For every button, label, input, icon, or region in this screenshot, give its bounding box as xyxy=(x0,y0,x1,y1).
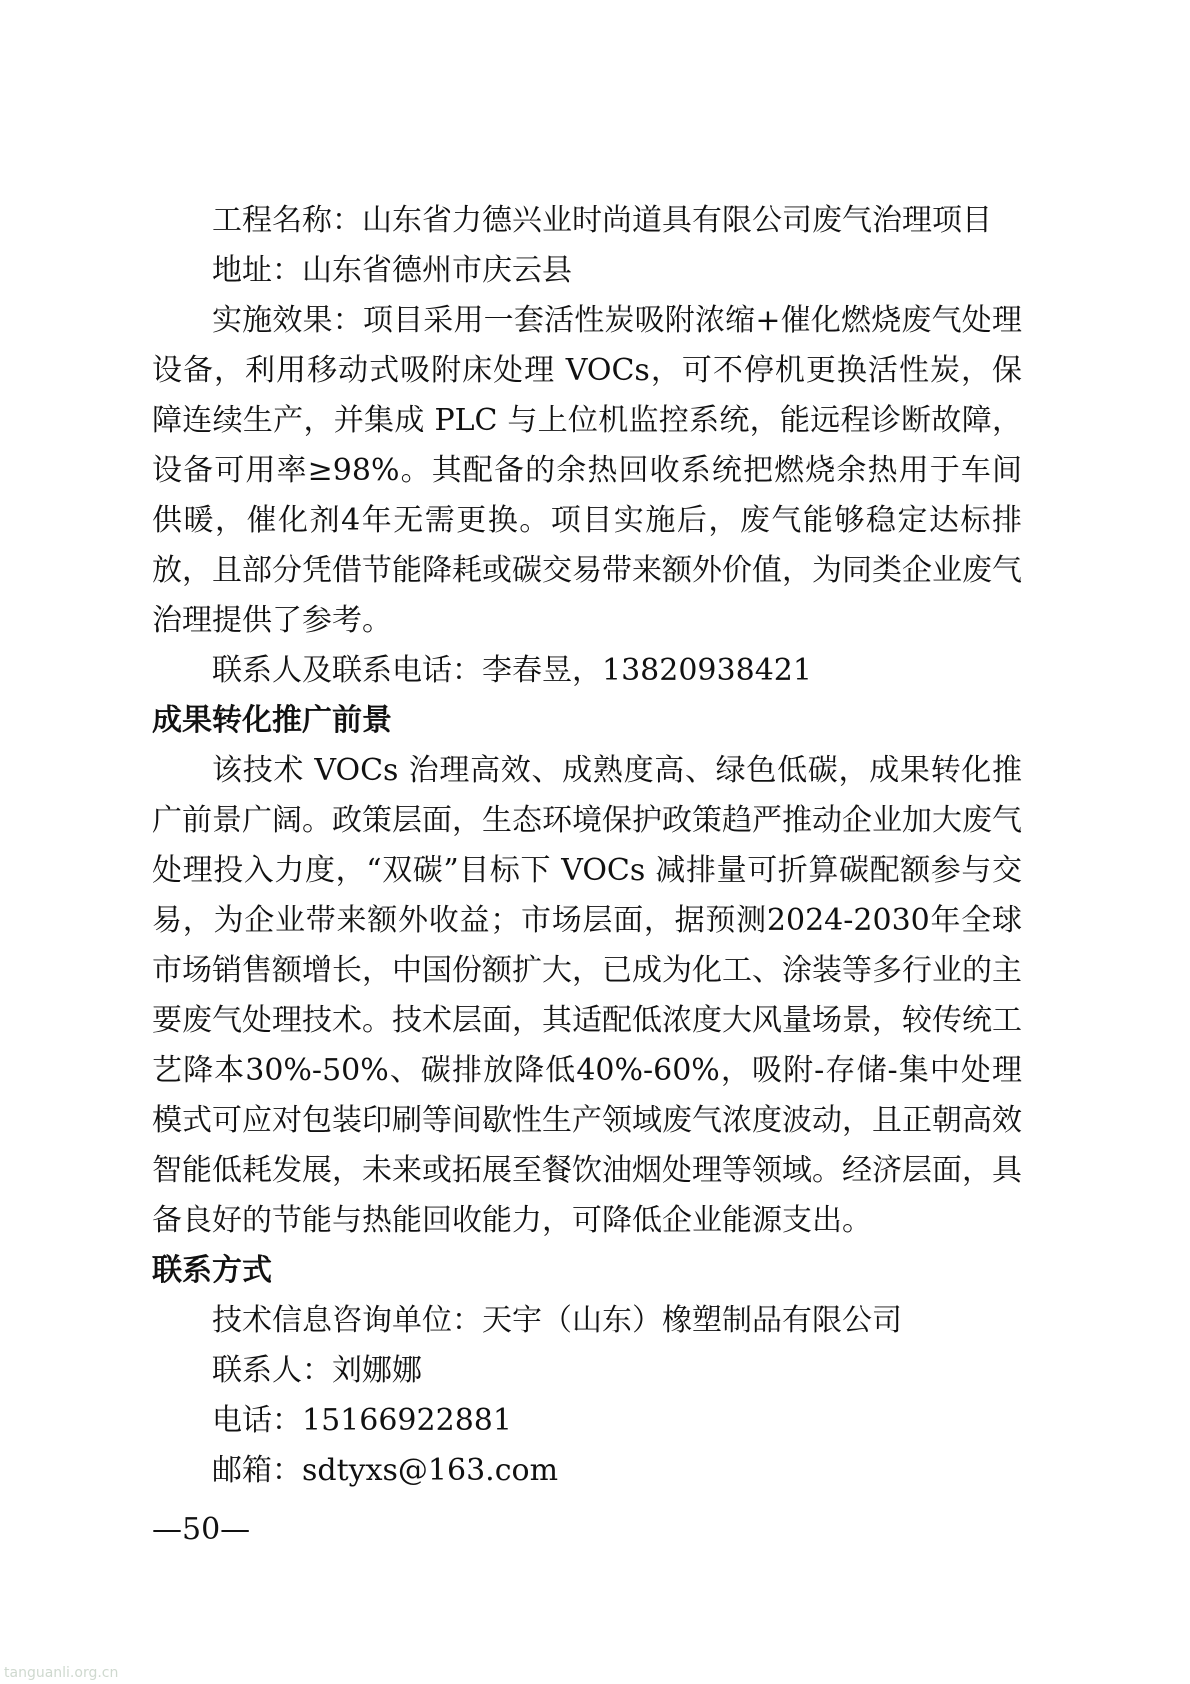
contact-email-line: 邮箱：sdtyxs@163.com xyxy=(212,1453,559,1488)
contact-person-line: 联系人：刘娜娜 xyxy=(212,1353,422,1388)
contact-heading: 联系方式 xyxy=(152,1253,272,1288)
project-contact-line: 联系人及联系电话：李春昱，13820938421 xyxy=(212,653,812,688)
project-effect-paragraph: 实施效果：项目采用一套活性炭吸附浓缩+催化燃烧废气处理设备，利用移动式吸附床处理 VOCs，可不停机更换活性炭，保障连续生产，并集成 PLC 与上位机监控系统，能远程诊断故障，设备可用率≥98%。其配备的余热回收系统把燃烧余热用于车间供暖，催化剂4年无需更换。项目实施后，废气能够稳定达标排放，且部分凭借节能降耗或碳交易带来额外价值，为同类企业废气治理提供了参考。 xyxy=(152,303,1022,638)
project-name-line: 工程名称：山东省力德兴业时尚道具有限公司废气治理项目 xyxy=(212,203,992,238)
prospects-heading: 成果转化推广前景 xyxy=(152,703,392,738)
document-body xyxy=(152,196,1022,1496)
prospects-paragraph: 该技术 VOCs 治理高效、成熟度高、绿色低碳，成果转化推广前景广阔。政策层面，生态环境保护政策趋严推动企业加大废气处理投入力度，“双碳”目标下 VOCs 减排量可折算碳配额参与交易，为企业带来额外收益；市场层面，据预测2024-2030年全球市场销售额增长，中国份额扩大，已成为化工、涂装等多行业的主要废气处理技术。技术层面，其适配低浓度大风量场景，较传统工艺降本30%-50%、碳排放降低40%-60%，吸附-存储-集中处理模式可应对包装印刷等间歇性生产领域废气浓度波动，且正朝高效智能低耗发展，未来或拓展至餐饮油烟处理等领域。经济层面，具备良好的节能与热能回收能力，可降低企业能源支出。 xyxy=(152,753,1022,1238)
page-number: —50— xyxy=(152,1512,251,1547)
watermark-text: tanguanli.org.cn xyxy=(4,1665,119,1681)
contact-unit-line: 技术信息咨询单位：天宇（山东）橡塑制品有限公司 xyxy=(212,1303,902,1338)
contact-phone-line: 电话：15166922881 xyxy=(212,1403,512,1438)
project-address-line: 地址：山东省德州市庆云县 xyxy=(212,253,572,288)
